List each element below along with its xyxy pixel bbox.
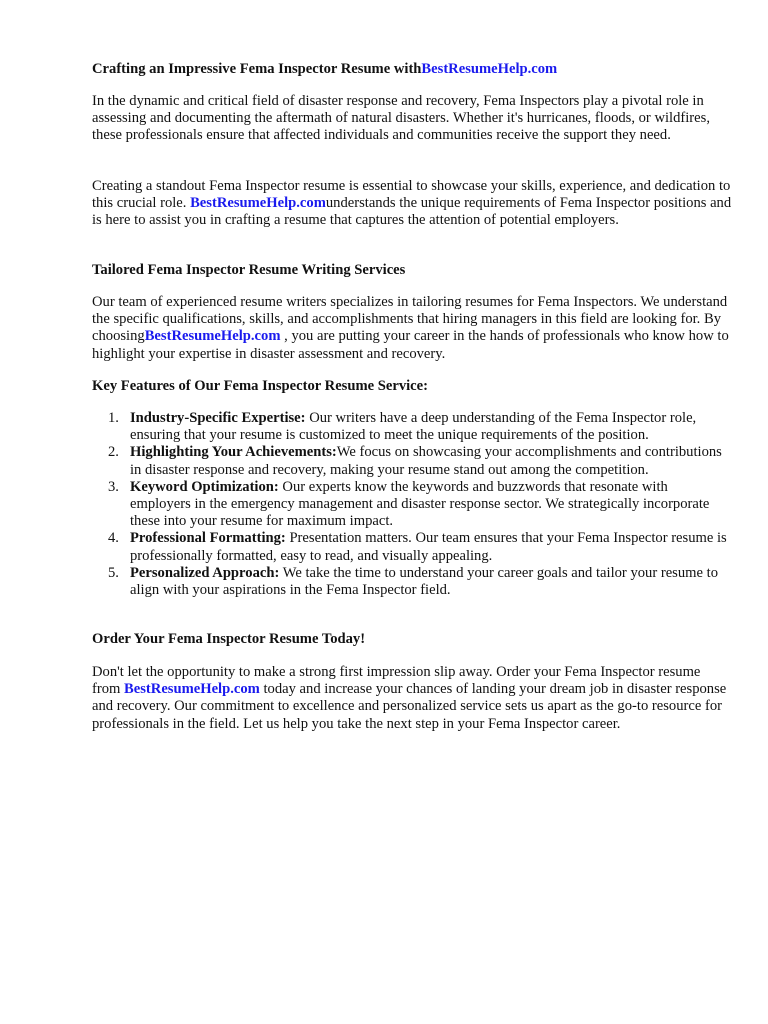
paragraph-resume-importance — [92, 178, 732, 230]
heading-services: Tailored Fema Inspector Resume Writing Services — [92, 262, 406, 278]
feature-number: 5. — [108, 564, 119, 581]
paragraph-text: today and increase your chances of landing your dream job in disaster response and recovery. Our commitment to excellence and personalized service sets us apart as the go-to resource for professionals in the field. Let us help you take the next step in your Fema Inspector career. — [92, 681, 727, 732]
feature-text: Our writers have a deep understanding of the Fema Inspector role, ensuring that your resume is customized to meet the unique requirements of the position. — [130, 410, 697, 444]
feature-number: 3. — [108, 478, 119, 495]
feature-text: We focus on showcasing your accomplishments and contributions in disaster response and recovery, making your resume stand out among the competition. — [130, 444, 722, 478]
title-text: Crafting an Impressive Fema Inspector Resume with — [92, 61, 422, 77]
feature-item — [92, 410, 732, 444]
feature-term: Keyword Optimization: — [130, 478, 279, 495]
site-link[interactable]: BestResumeHelp.com — [144, 328, 281, 345]
feature-item — [92, 530, 732, 564]
paragraph-services — [92, 294, 732, 363]
feature-item — [92, 444, 732, 478]
title-link[interactable]: BestResumeHelp.com — [421, 61, 558, 77]
document-title — [92, 61, 732, 78]
feature-text: We take the time to understand your career goals and tailor your resume to align with your aspirations in the Fema Inspector field. — [130, 564, 718, 599]
site-link[interactable]: BestResumeHelp.com — [190, 195, 326, 212]
paragraph-order — [92, 664, 732, 733]
site-link[interactable]: BestResumeHelp.com — [124, 681, 260, 698]
feature-term: Professional Formatting: — [130, 530, 286, 547]
paragraph-text: Don't let the opportunity to make a strong first impression slip away. Order your Fema Inspector resume from — [92, 664, 701, 698]
paragraph-text: , you are putting your career in the hands of professionals who know how to highlight your expertise in disaster assessment and recovery. — [92, 328, 729, 362]
feature-item — [92, 479, 732, 531]
heading-features: Key Features of Our Fema Inspector Resume Service: — [92, 378, 428, 394]
feature-term: Industry-Specific Expertise: — [130, 410, 306, 426]
feature-term: Personalized Approach: — [130, 564, 280, 581]
heading-order: Order Your Fema Inspector Resume Today! — [92, 631, 366, 647]
features-list — [92, 410, 732, 599]
paragraph-text: Creating a standout Fema Inspector resume is essential to showcase your skills, experience, and dedication to this crucial role. — [92, 178, 731, 212]
feature-item — [92, 565, 732, 599]
feature-number: 2. — [108, 444, 119, 461]
paragraph-text: Our team of experienced resume writers specializes in tailoring resumes for Fema Inspectors. We understand the specific qualifications, skills, and accomplishments that hiring managers in this field are looking for. By choosing — [92, 294, 728, 345]
feature-text: Presentation matters. Our team ensures that your Fema Inspector resume is professionally formatted, easy to read, and visually appealing. — [130, 530, 727, 564]
feature-number: 1. — [108, 410, 119, 426]
paragraph-text: understands the unique requirements of Fema Inspector positions and is here to assist you in crafting a resume that captures the attention of potential employers. — [92, 195, 732, 229]
intro-paragraph: In the dynamic and critical field of disaster response and recovery, Fema Inspectors play a pivotal role in assessing and documenting the aftermath of natural disasters. Whether it's hurricanes, floods, or wildfires, these professionals ensure that affected individuals and communities receive the support they need. — [92, 93, 710, 144]
feature-term: Highlighting Your Achievements: — [130, 444, 337, 461]
feature-text: Our experts know the keywords and buzzwords that resonate with employers in the emergency management and disaster response sector. We strategically incorporate these into your resume for maximum impact. — [130, 478, 710, 530]
feature-number: 4. — [108, 530, 119, 547]
